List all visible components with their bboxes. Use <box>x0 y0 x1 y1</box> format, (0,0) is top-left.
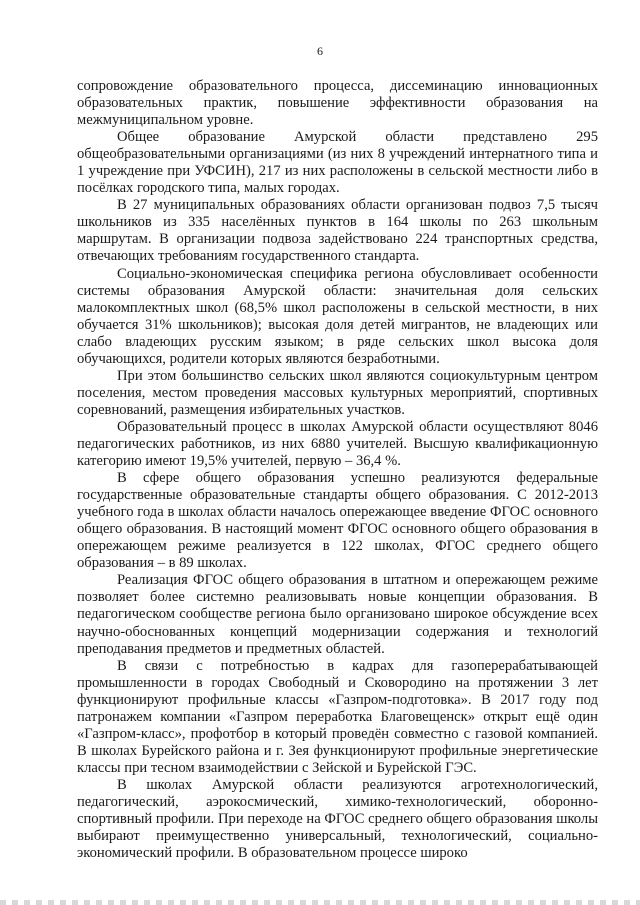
page-number: 6 <box>317 44 323 58</box>
paragraph-general-education: Общее образование Амурской области представлено 295 общеобразовательными организациями (из них 8 учреждений интернатного типа и 1 учреждение при УФСИН), 217 из них расположены в сельской местности либо в посёлках городского типа, малых городах. <box>77 129 598 197</box>
paragraph-teaching-staff: Образовательный процесс в школах Амурской области осуществляют 8046 педагогических работников, из них 6880 учителей. Высшую квалификационную категорию имеют 19,5% учителей, первую – 36,4 %. <box>77 418 598 470</box>
paragraph-school-profiles: В школах Амурской области реализуются агротехнологический, педагогический, аэрокосмический, химико-технологический, оборонно-спортивный профили. При переходе на ФГОС среднего общего образования школы выбирают преимущественно универсальный, технологический, социально-экономический профили. В образовательном процессе широко <box>77 776 598 862</box>
paragraph-continuation: сопровождение образовательного процесса, диссеминацию инновационных образовательных практик, повышение эффективности образования на межмуниципальном уровне. <box>77 78 598 129</box>
paragraph-gazprom-classes: В связи с потребностью в кадрах для газоперерабатывающей промышленности в городах Свободный и Сковородино на протяжении 3 лет функционируют профильные классы «Газпром-подготовка». В 2017 году под патронажем компании «Газпром переработка Благовещенск» открыт ещё один «Газпром-класс», профотбор в который проведён совместно с газовой компанией. В школах Бурейского района и г. Зея функционируют профильные энергетические классы при тесном взаимодействии с Зейской и Бурейской ГЭС. <box>77 657 598 776</box>
document-body <box>77 78 598 862</box>
paragraph-fgos-standards: В сфере общего образования успешно реализуются федеральные государственные образовательные стандарты общего образования. С 2012-2013 учебного года в школах области началось опережающее введение ФГОС основного общего образования. В настоящий момент ФГОС основного общего образования в опережающем режиме реализуется в 122 школах, ФГОС среднего общего образования – в 89 школах. <box>77 470 598 572</box>
paragraph-rural-schools: При этом большинство сельских школ являются социокультурным центром поселения, местом проведения массовых культурных мероприятий, спортивных соревнований, размещения избирательных участков. <box>77 367 598 418</box>
paragraph-socioeconomic-specifics: Социально-экономическая специфика региона обусловливает особенности системы образования Амурской области: значительная доля сельских малокомплектных школ (68,5% школ расположены в сельской местности, в них обучается 31% школьников); высокая доля детей мигрантов, не владеющих или слабо владеющих русским языком; в ряде сельских школ высока доля обучающихся, родители которых являются безработными. <box>77 265 598 367</box>
scan-bottom-edge <box>0 900 640 905</box>
paragraph-fgos-implementation: Реализация ФГОС общего образования в штатном и опережающем режиме позволяет более системно реализовывать новые концепции образования. В педагогическом сообществе региона было организовано широкое обсуждение всех научно-обоснованных концепций модернизации содержания и технологий преподавания предметов и предметных областей. <box>77 572 598 657</box>
paragraph-school-transport: В 27 муниципальных образованиях области организован подвоз 7,5 тысяч школьников из 335 населённых пунктов в 164 школы по 263 школьным маршрутам. В организации подвоза задействовано 224 транспортных средства, отвечающих требованиям государственного стандарта. <box>77 197 598 265</box>
